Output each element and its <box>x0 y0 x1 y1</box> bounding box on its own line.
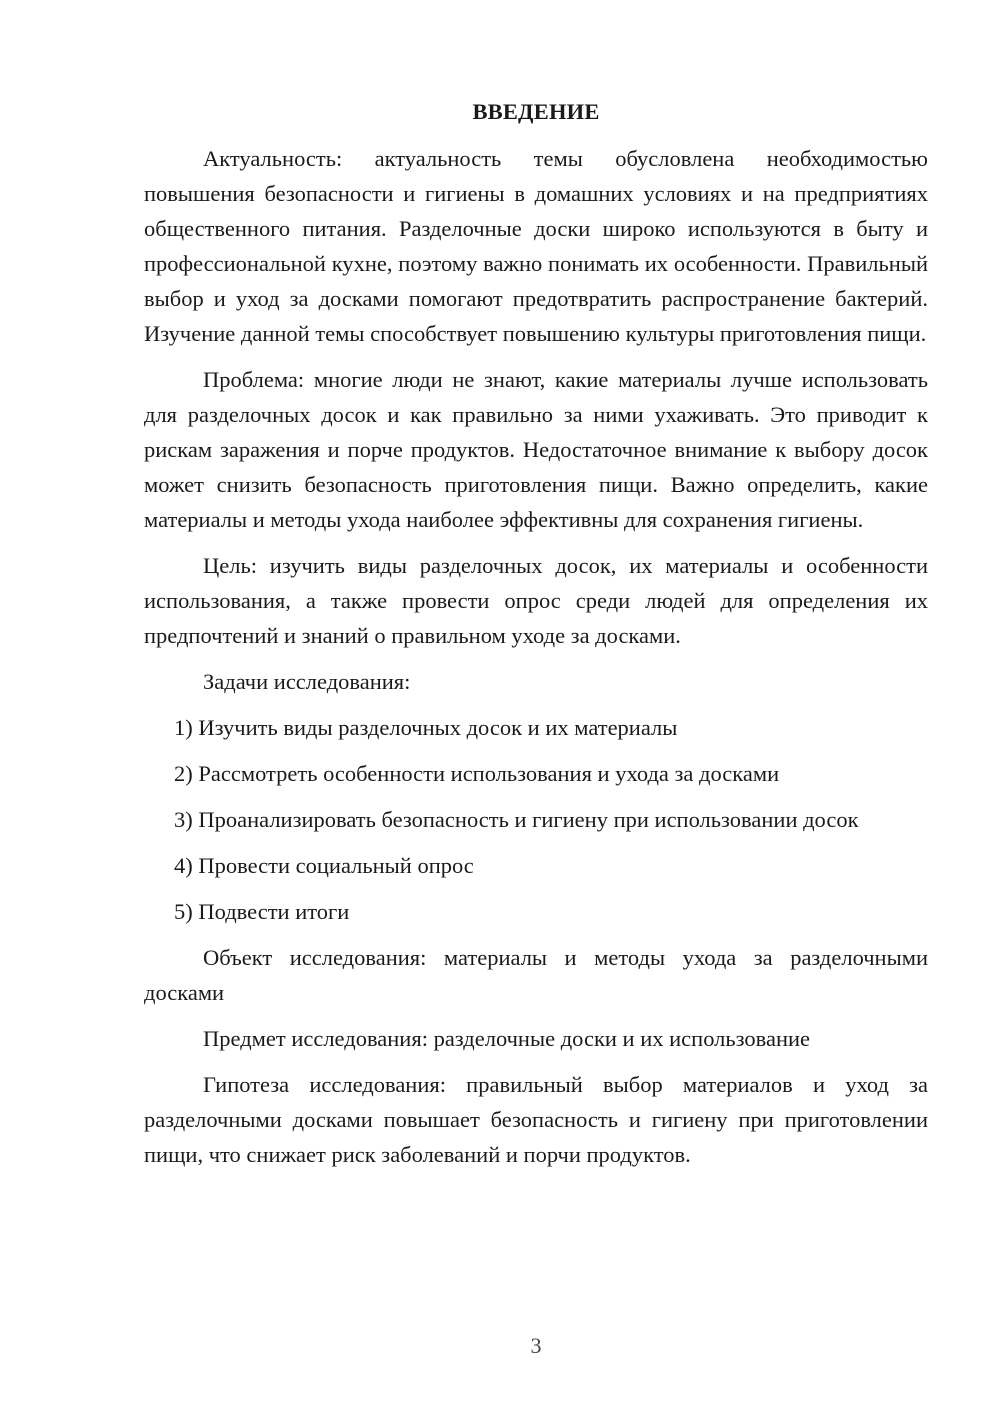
relevance-paragraph: Актуальность: актуальность темы обусловлена необходимостью повышения безопасности и гигиены в домашних условиях и на предприятиях общественного питания. Разделочные доски широко используются в быту и профессиональной кухне, поэтому важно понимать их особенности. Правильный выбор и уход за досками помогают предотвратить распространение бактерий. Изучение данной темы способствует повышению культуры приготовления пищи. <box>144 146 928 346</box>
task-item-3: 3) Проанализировать безопасность и гигиену при использовании досок <box>174 807 859 832</box>
task-item-4: 4) Провести социальный опрос <box>174 853 474 878</box>
page-title: ВВЕДЕНИЕ <box>472 99 600 124</box>
task-item-5: 5) Подвести итоги <box>174 899 350 924</box>
page-number: 3 <box>530 1333 542 1358</box>
task-item-2: 2) Рассмотреть особенности использования и ухода за досками <box>174 761 780 786</box>
hypothesis-paragraph: Гипотеза исследования: правильный выбор материалов и уход за разделочными досками повышает безопасность и гигиену при приготовлении пищи, что снижает риск заболеваний и порчи продуктов. <box>144 1072 928 1167</box>
subject-paragraph: Предмет исследования: разделочные доски и их использование <box>203 1026 811 1051</box>
task-item-1: 1) Изучить виды разделочных досок и их материалы <box>174 715 678 740</box>
problem-paragraph: Проблема: многие люди не знают, какие материалы лучше использовать для разделочных досок и как правильно за ними ухаживать. Это приводит к рискам заражения и порче продуктов. Недостаточное внимание к выбору досок может снизить безопасность приготовления пищи. Важно определить, какие материалы и методы ухода наиболее эффективны для сохранения гигиены. <box>144 367 928 532</box>
page-content <box>144 94 928 1183</box>
goal-paragraph: Цель: изучить виды разделочных досок, их материалы и особенности использования, а также провести опрос среди людей для определения их предпочтений и знаний о правильном уходе за досками. <box>144 553 928 648</box>
tasks-heading: Задачи исследования: <box>203 669 411 694</box>
object-paragraph: Объект исследования: материалы и методы ухода за разделочными досками <box>144 945 928 1005</box>
